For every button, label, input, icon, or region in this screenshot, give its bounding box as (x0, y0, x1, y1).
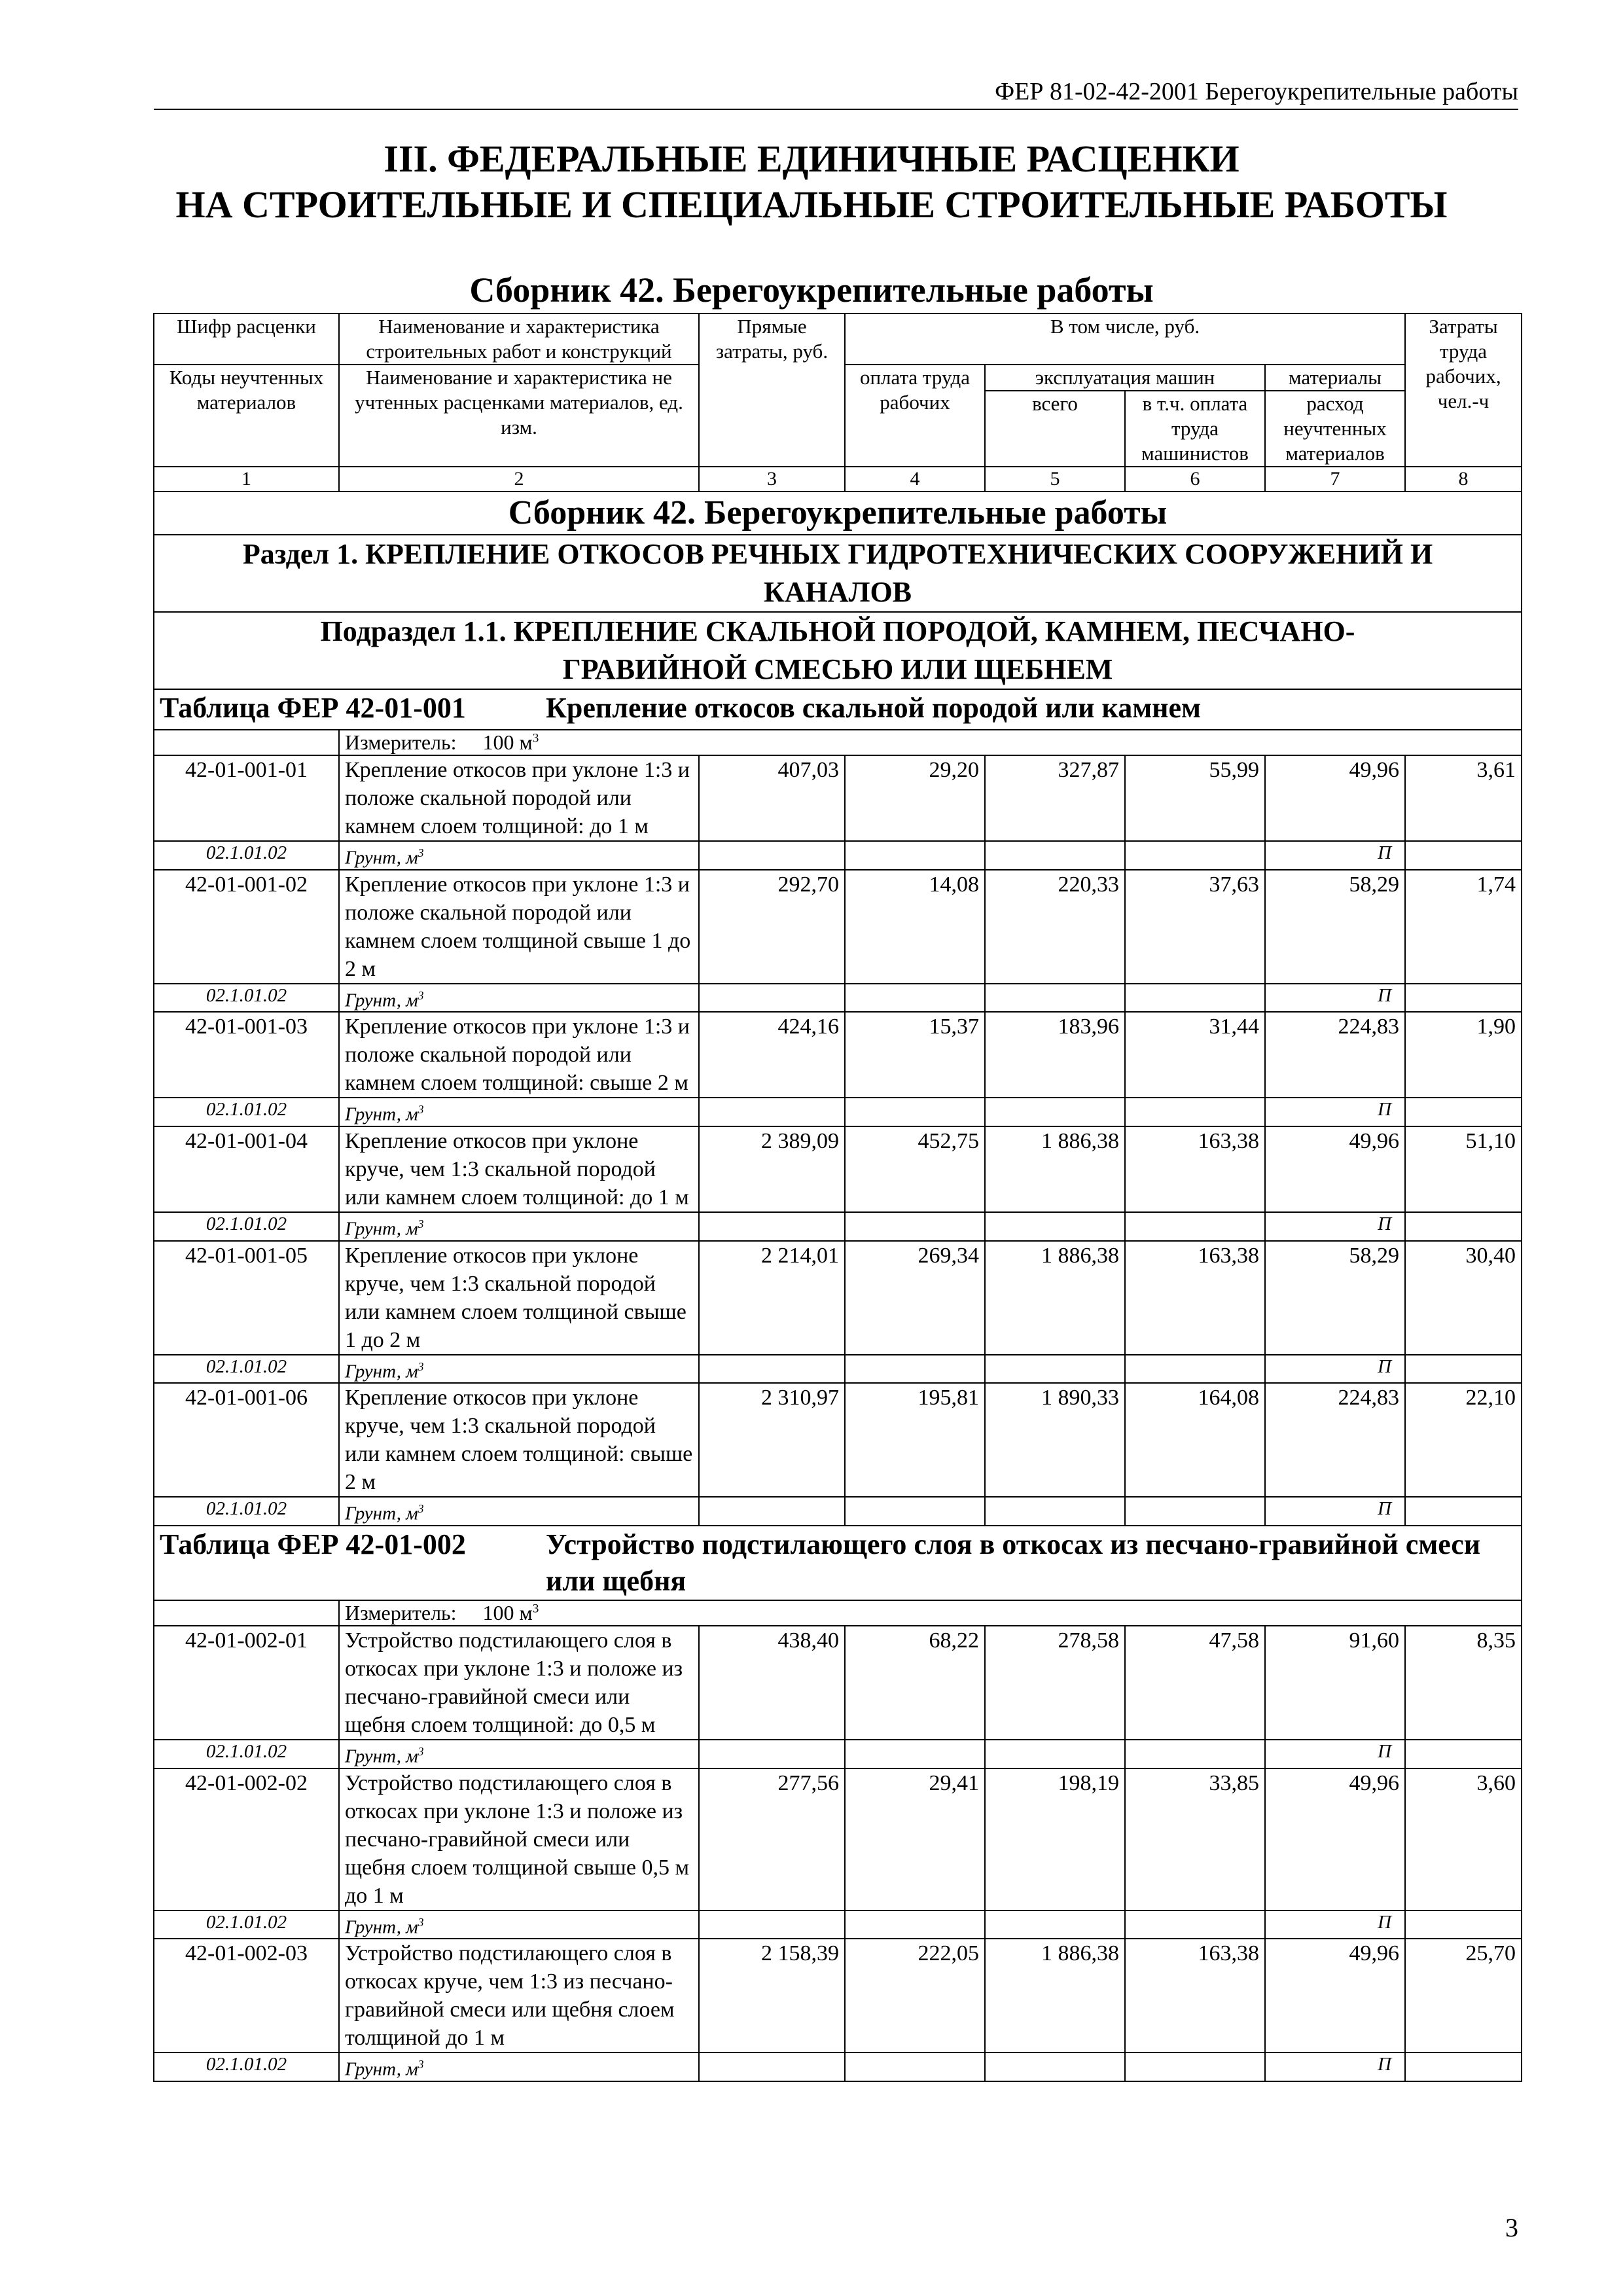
rate-direct: 438,40 (699, 1626, 845, 1740)
empty-cell (1405, 841, 1522, 870)
empty-cell (845, 1098, 985, 1126)
column-number: 2 (339, 467, 699, 492)
rate-code: 42-01-001-01 (154, 755, 339, 841)
material-name-text: Грунт, м (345, 2058, 418, 2080)
title-line-1: III. ФЕДЕРАЛЬНЫЕ ЕДИНИЧНЫЕ РАСЦЕНКИ (383, 137, 1240, 180)
empty-cell (985, 1098, 1125, 1126)
empty-cell (845, 1910, 985, 1939)
rate-row (154, 1939, 1522, 2053)
material-name-text: Грунт, м (345, 1746, 418, 1767)
table-heading-row (154, 689, 1522, 730)
material-code: 02.1.01.02 (154, 841, 339, 870)
table-code: Таблица ФЕР 42-01-001 (160, 692, 466, 724)
rate-description: Крепление откосов при уклоне круче, чем 1:3 скальной породой или камнем слоем толщиной: до 1 м (339, 1126, 699, 1212)
header-unaccounted-codes: Коды неучтенных материалов (154, 365, 339, 467)
rate-mach: 327,87 (985, 755, 1125, 841)
measurement-value (483, 730, 539, 754)
unaccounted-material-row (154, 984, 1522, 1013)
table-code: Таблица ФЕР 42-01-002 (160, 1528, 466, 1560)
empty-cell (985, 2053, 1125, 2081)
material-name-text: Грунт, м (345, 1503, 418, 1524)
empty-cell (1405, 984, 1522, 1013)
unit-exponent: 3 (418, 846, 424, 859)
measurement-label: Измеритель: (345, 1600, 457, 1624)
material-code: 02.1.01.02 (154, 1740, 339, 1768)
unaccounted-material-row (154, 1355, 1522, 1384)
header-machine-operator-wages: в т.ч. оплата труда машинистов (1125, 391, 1265, 467)
section-row (154, 535, 1522, 612)
rates-table (153, 313, 1522, 2082)
empty-cell (1125, 1910, 1265, 1939)
collection-banner: Сборник 42. Берегоукрепительные работы (154, 492, 1522, 535)
empty-cell (699, 841, 845, 870)
rate-direct: 2 214,01 (699, 1241, 845, 1355)
rate-wages: 29,41 (845, 1768, 985, 1910)
rate-mach-w: 163,38 (1125, 1241, 1265, 1355)
rate-code: 42-01-002-02 (154, 1768, 339, 1910)
measurement-cell (339, 1600, 1522, 1626)
unit-exponent: 3 (418, 1217, 424, 1230)
rate-direct: 2 310,97 (699, 1383, 845, 1497)
empty-cell (845, 984, 985, 1013)
rate-labor: 1,90 (1405, 1012, 1522, 1098)
rate-mat: 58,29 (1265, 870, 1405, 984)
rate-wages: 195,81 (845, 1383, 985, 1497)
unaccounted-material-row (154, 2053, 1522, 2081)
empty-cell (985, 1497, 1125, 1526)
rate-description: Устройство подстилающего слоя в откосах круче, чем 1:3 из песчано-гравийной смеси или щебня слоем толщиной до 1 м (339, 1939, 699, 2053)
rate-direct: 277,56 (699, 1768, 845, 1910)
unit-exponent: 3 (418, 1103, 424, 1117)
empty-cell (1125, 1355, 1265, 1384)
rate-code: 42-01-001-05 (154, 1241, 339, 1355)
empty-cell (1405, 2053, 1522, 2081)
empty-cell (985, 1910, 1125, 1939)
collection-title: Сборник 42. Берегоукрепительные работы (469, 270, 1154, 310)
empty-cell (845, 2053, 985, 2081)
header-wages: оплата труда рабочих (845, 365, 985, 467)
empty-cell (845, 1497, 985, 1526)
empty-cell (1125, 1098, 1265, 1126)
measurement-spacer (154, 1600, 339, 1626)
rate-wages: 68,22 (845, 1626, 985, 1740)
empty-cell (845, 1355, 985, 1384)
empty-cell (985, 1355, 1125, 1384)
unit-exponent: 3 (418, 988, 424, 1002)
header-name: Наименование и характеристика строительных работ и конструкций (339, 314, 699, 365)
empty-cell (1125, 984, 1265, 1013)
subsection-heading: Подраздел 1.1. КРЕПЛЕНИЕ СКАЛЬНОЙ ПОРОДОЙ, КАМНЕМ, ПЕСЧАНО-ГРАВИЙНОЙ СМЕСЬЮ ИЛИ ЩЕБНЕМ (154, 612, 1522, 689)
column-number: 7 (1265, 467, 1405, 492)
rate-mach-w: 37,63 (1125, 870, 1265, 984)
rate-wages: 29,20 (845, 755, 985, 841)
rate-mach-w: 47,58 (1125, 1626, 1265, 1740)
rate-description: Крепление откосов при уклоне 1:3 и положе скальной породой или камнем слоем толщиной: до 1 м (339, 755, 699, 841)
material-code: 02.1.01.02 (154, 1497, 339, 1526)
material-name (339, 1355, 699, 1384)
empty-cell (1125, 2053, 1265, 2081)
rate-row (154, 1012, 1522, 1098)
material-name (339, 1910, 699, 1939)
empty-cell (699, 1910, 845, 1939)
material-flag: П (1265, 1740, 1405, 1768)
column-number: 6 (1125, 467, 1265, 492)
header-machines: эксплуатация машин (985, 365, 1265, 391)
empty-cell (699, 1497, 845, 1526)
material-name-text: Грунт, м (345, 847, 418, 869)
rate-mach: 278,58 (985, 1626, 1125, 1740)
rate-mat: 91,60 (1265, 1626, 1405, 1740)
rate-mach: 1 886,38 (985, 1939, 1125, 2053)
rate-description: Крепление откосов при уклоне круче, чем 1:3 скальной породой или камнем слоем толщиной свыше 1 до 2 м (339, 1241, 699, 1355)
rate-mat: 49,96 (1265, 755, 1405, 841)
rate-labor: 51,10 (1405, 1126, 1522, 1212)
rate-mach: 1 886,38 (985, 1241, 1125, 1355)
rate-mach: 198,19 (985, 1768, 1125, 1910)
material-name-text: Грунт, м (345, 1218, 418, 1240)
material-name (339, 841, 699, 870)
material-flag: П (1265, 1910, 1405, 1939)
unit-exponent: 3 (532, 1602, 539, 1616)
material-flag: П (1265, 2053, 1405, 2081)
unit-exponent: 3 (532, 731, 539, 745)
empty-cell (699, 1740, 845, 1768)
page-number: 3 (1505, 2213, 1518, 2242)
material-name (339, 1740, 699, 1768)
unaccounted-material-row (154, 1910, 1522, 1939)
rate-mat: 224,83 (1265, 1383, 1405, 1497)
table-name: Крепление откосов скальной породой или камнем (546, 692, 1202, 724)
empty-cell (1405, 1910, 1522, 1939)
rate-direct: 292,70 (699, 870, 845, 984)
column-number: 4 (845, 467, 985, 492)
material-name (339, 1098, 699, 1126)
unaccounted-material-row (154, 1212, 1522, 1241)
empty-cell (1405, 1212, 1522, 1241)
unaccounted-material-row (154, 1098, 1522, 1126)
empty-cell (1405, 1740, 1522, 1768)
rate-row (154, 1383, 1522, 1497)
rate-mach: 1 890,33 (985, 1383, 1125, 1497)
rate-labor: 25,70 (1405, 1939, 1522, 2053)
empty-cell (699, 1098, 845, 1126)
empty-cell (985, 1212, 1125, 1241)
unit-exponent: 3 (418, 1502, 424, 1516)
material-flag: П (1265, 1212, 1405, 1241)
rate-wages: 452,75 (845, 1126, 985, 1212)
material-flag: П (1265, 984, 1405, 1013)
rate-labor: 1,74 (1405, 870, 1522, 984)
rate-row (154, 1126, 1522, 1212)
material-flag: П (1265, 841, 1405, 870)
empty-cell (845, 841, 985, 870)
header-including: В том числе, руб. (845, 314, 1405, 365)
rate-row (154, 1241, 1522, 1355)
unit-exponent: 3 (418, 1744, 424, 1758)
material-name-text: Грунт, м (345, 990, 418, 1011)
unaccounted-material-row (154, 841, 1522, 870)
measurement-cell (339, 730, 1522, 755)
column-numbers-row (154, 467, 1522, 492)
rate-wages: 269,34 (845, 1241, 985, 1355)
rate-direct: 2 389,09 (699, 1126, 845, 1212)
material-name (339, 984, 699, 1013)
rate-row (154, 1768, 1522, 1910)
empty-cell (1125, 841, 1265, 870)
header-machines-total: всего (985, 391, 1125, 467)
section-heading: Раздел 1. КРЕПЛЕНИЕ ОТКОСОВ РЕЧНЫХ ГИДРОТЕХНИЧЕСКИХ СООРУЖЕНИЙ И КАНАЛОВ (154, 535, 1522, 612)
empty-cell (1125, 1212, 1265, 1241)
measurement-unit: 100 м (482, 1600, 533, 1624)
material-code: 02.1.01.02 (154, 984, 339, 1013)
material-flag: П (1265, 1355, 1405, 1384)
empty-cell (699, 1212, 845, 1241)
unit-exponent: 3 (418, 2058, 424, 2072)
rate-wages: 15,37 (845, 1012, 985, 1098)
rate-description: Крепление откосов при уклоне 1:3 и положе скальной породой или камнем слоем толщиной свыше 1 до 2 м (339, 870, 699, 984)
unit-exponent: 3 (418, 1915, 424, 1929)
table-heading (154, 689, 1522, 730)
rate-direct: 2 158,39 (699, 1939, 845, 2053)
measurement-label: Измеритель: (345, 730, 457, 754)
table-heading (154, 1526, 1522, 1600)
rate-mach: 220,33 (985, 870, 1125, 984)
rate-mat: 49,96 (1265, 1768, 1405, 1910)
material-name (339, 1497, 699, 1526)
material-name-text: Грунт, м (345, 1103, 418, 1125)
rate-mach-w: 163,38 (1125, 1939, 1265, 2053)
rate-direct: 407,03 (699, 755, 845, 841)
document-title (0, 136, 1623, 228)
unaccounted-material-row (154, 1740, 1522, 1768)
header-materials: материалы (1265, 365, 1405, 391)
rate-labor: 3,61 (1405, 755, 1522, 841)
rate-code: 42-01-001-03 (154, 1012, 339, 1098)
material-code: 02.1.01.02 (154, 1355, 339, 1384)
measurement-row (154, 1600, 1522, 1626)
rate-mach-w: 163,38 (1125, 1126, 1265, 1212)
rate-wages: 222,05 (845, 1939, 985, 2053)
rate-mat: 224,83 (1265, 1012, 1405, 1098)
material-name-text: Грунт, м (345, 1916, 418, 1938)
measurement-row (154, 730, 1522, 755)
column-number: 1 (154, 467, 339, 492)
rate-code: 42-01-001-04 (154, 1126, 339, 1212)
material-flag: П (1265, 1098, 1405, 1126)
rate-row (154, 870, 1522, 984)
header-direct-costs: Прямые затраты, руб. (699, 314, 845, 467)
rate-mat: 49,96 (1265, 1939, 1405, 2053)
rate-direct: 424,16 (699, 1012, 845, 1098)
rate-labor: 30,40 (1405, 1241, 1522, 1355)
rate-mach: 1 886,38 (985, 1126, 1125, 1212)
rate-labor: 22,10 (1405, 1383, 1522, 1497)
rate-code: 42-01-002-01 (154, 1626, 339, 1740)
empty-cell (985, 1740, 1125, 1768)
table-heading-row (154, 1526, 1522, 1600)
empty-cell (1405, 1098, 1522, 1126)
empty-cell (845, 1212, 985, 1241)
empty-cell (699, 1355, 845, 1384)
empty-cell (699, 2053, 845, 2081)
title-line-2: НА СТРОИТЕЛЬНЫЕ И СПЕЦИАЛЬНЫЕ СТРОИТЕЛЬНЫЕ РАБОТЫ (175, 183, 1448, 226)
empty-cell (845, 1740, 985, 1768)
collection-banner-row (154, 492, 1522, 535)
rate-description: Крепление откосов при уклоне круче, чем 1:3 скальной породой или камнем слоем толщиной: свыше 2 м (339, 1383, 699, 1497)
column-number: 5 (985, 467, 1125, 492)
empty-cell (1125, 1497, 1265, 1526)
subsection-row (154, 612, 1522, 689)
rate-wages: 14,08 (845, 870, 985, 984)
material-name (339, 2053, 699, 2081)
rate-description: Крепление откосов при уклоне 1:3 и положе скальной породой или камнем слоем толщиной: свыше 2 м (339, 1012, 699, 1098)
material-flag: П (1265, 1497, 1405, 1526)
header-row-1 (154, 314, 1522, 365)
header-unaccounted-name: Наименование и характеристика не учтенных расценками материалов, ед. изм. (339, 365, 699, 467)
measurement-value (483, 1601, 539, 1624)
material-name-text: Грунт, м (345, 1361, 418, 1382)
rate-code: 42-01-001-06 (154, 1383, 339, 1497)
rate-mach-w: 31,44 (1125, 1012, 1265, 1098)
rate-code: 42-01-001-02 (154, 870, 339, 984)
empty-cell (1125, 1740, 1265, 1768)
rate-row (154, 1626, 1522, 1740)
measurement-spacer (154, 730, 339, 755)
material-code: 02.1.01.02 (154, 1098, 339, 1126)
rate-mat: 49,96 (1265, 1126, 1405, 1212)
rate-row (154, 755, 1522, 841)
empty-cell (985, 841, 1125, 870)
header-labor: Затраты труда рабочих, чел.-ч (1405, 314, 1522, 467)
empty-cell (1405, 1355, 1522, 1384)
measurement-unit: 100 м (482, 730, 533, 754)
column-number: 8 (1405, 467, 1522, 492)
column-number: 3 (699, 467, 845, 492)
rate-mach-w: 55,99 (1125, 755, 1265, 841)
material-name (339, 1212, 699, 1241)
table-name: Устройство подстилающего слоя в откосах из песчано-гравийной смеси или щебня (546, 1528, 1481, 1597)
rate-mach-w: 164,08 (1125, 1383, 1265, 1497)
running-header: ФЕР 81-02-42-2001 Берегоукрепительные работы (154, 77, 1518, 110)
material-code: 02.1.01.02 (154, 1910, 339, 1939)
unit-exponent: 3 (418, 1359, 424, 1373)
header-code: Шифр расценки (154, 314, 339, 365)
empty-cell (699, 984, 845, 1013)
header-unaccounted-materials: расход неучтенных материалов (1265, 391, 1405, 467)
material-code: 02.1.01.02 (154, 1212, 339, 1241)
empty-cell (985, 984, 1125, 1013)
rate-labor: 3,60 (1405, 1768, 1522, 1910)
rate-mach-w: 33,85 (1125, 1768, 1265, 1910)
material-code: 02.1.01.02 (154, 2053, 339, 2081)
rate-mach: 183,96 (985, 1012, 1125, 1098)
empty-cell (1405, 1497, 1522, 1526)
rate-description: Устройство подстилающего слоя в откосах при уклоне 1:3 и положе из песчано-гравийной смеси или щебня слоем толщиной свыше 0,5 м до 1 м (339, 1768, 699, 1910)
rate-mat: 58,29 (1265, 1241, 1405, 1355)
unaccounted-material-row (154, 1497, 1522, 1526)
rate-labor: 8,35 (1405, 1626, 1522, 1740)
rate-code: 42-01-002-03 (154, 1939, 339, 2053)
rate-description: Устройство подстилающего слоя в откосах при уклоне 1:3 и положе из песчано-гравийной смеси или щебня слоем толщиной: до 0,5 м (339, 1626, 699, 1740)
